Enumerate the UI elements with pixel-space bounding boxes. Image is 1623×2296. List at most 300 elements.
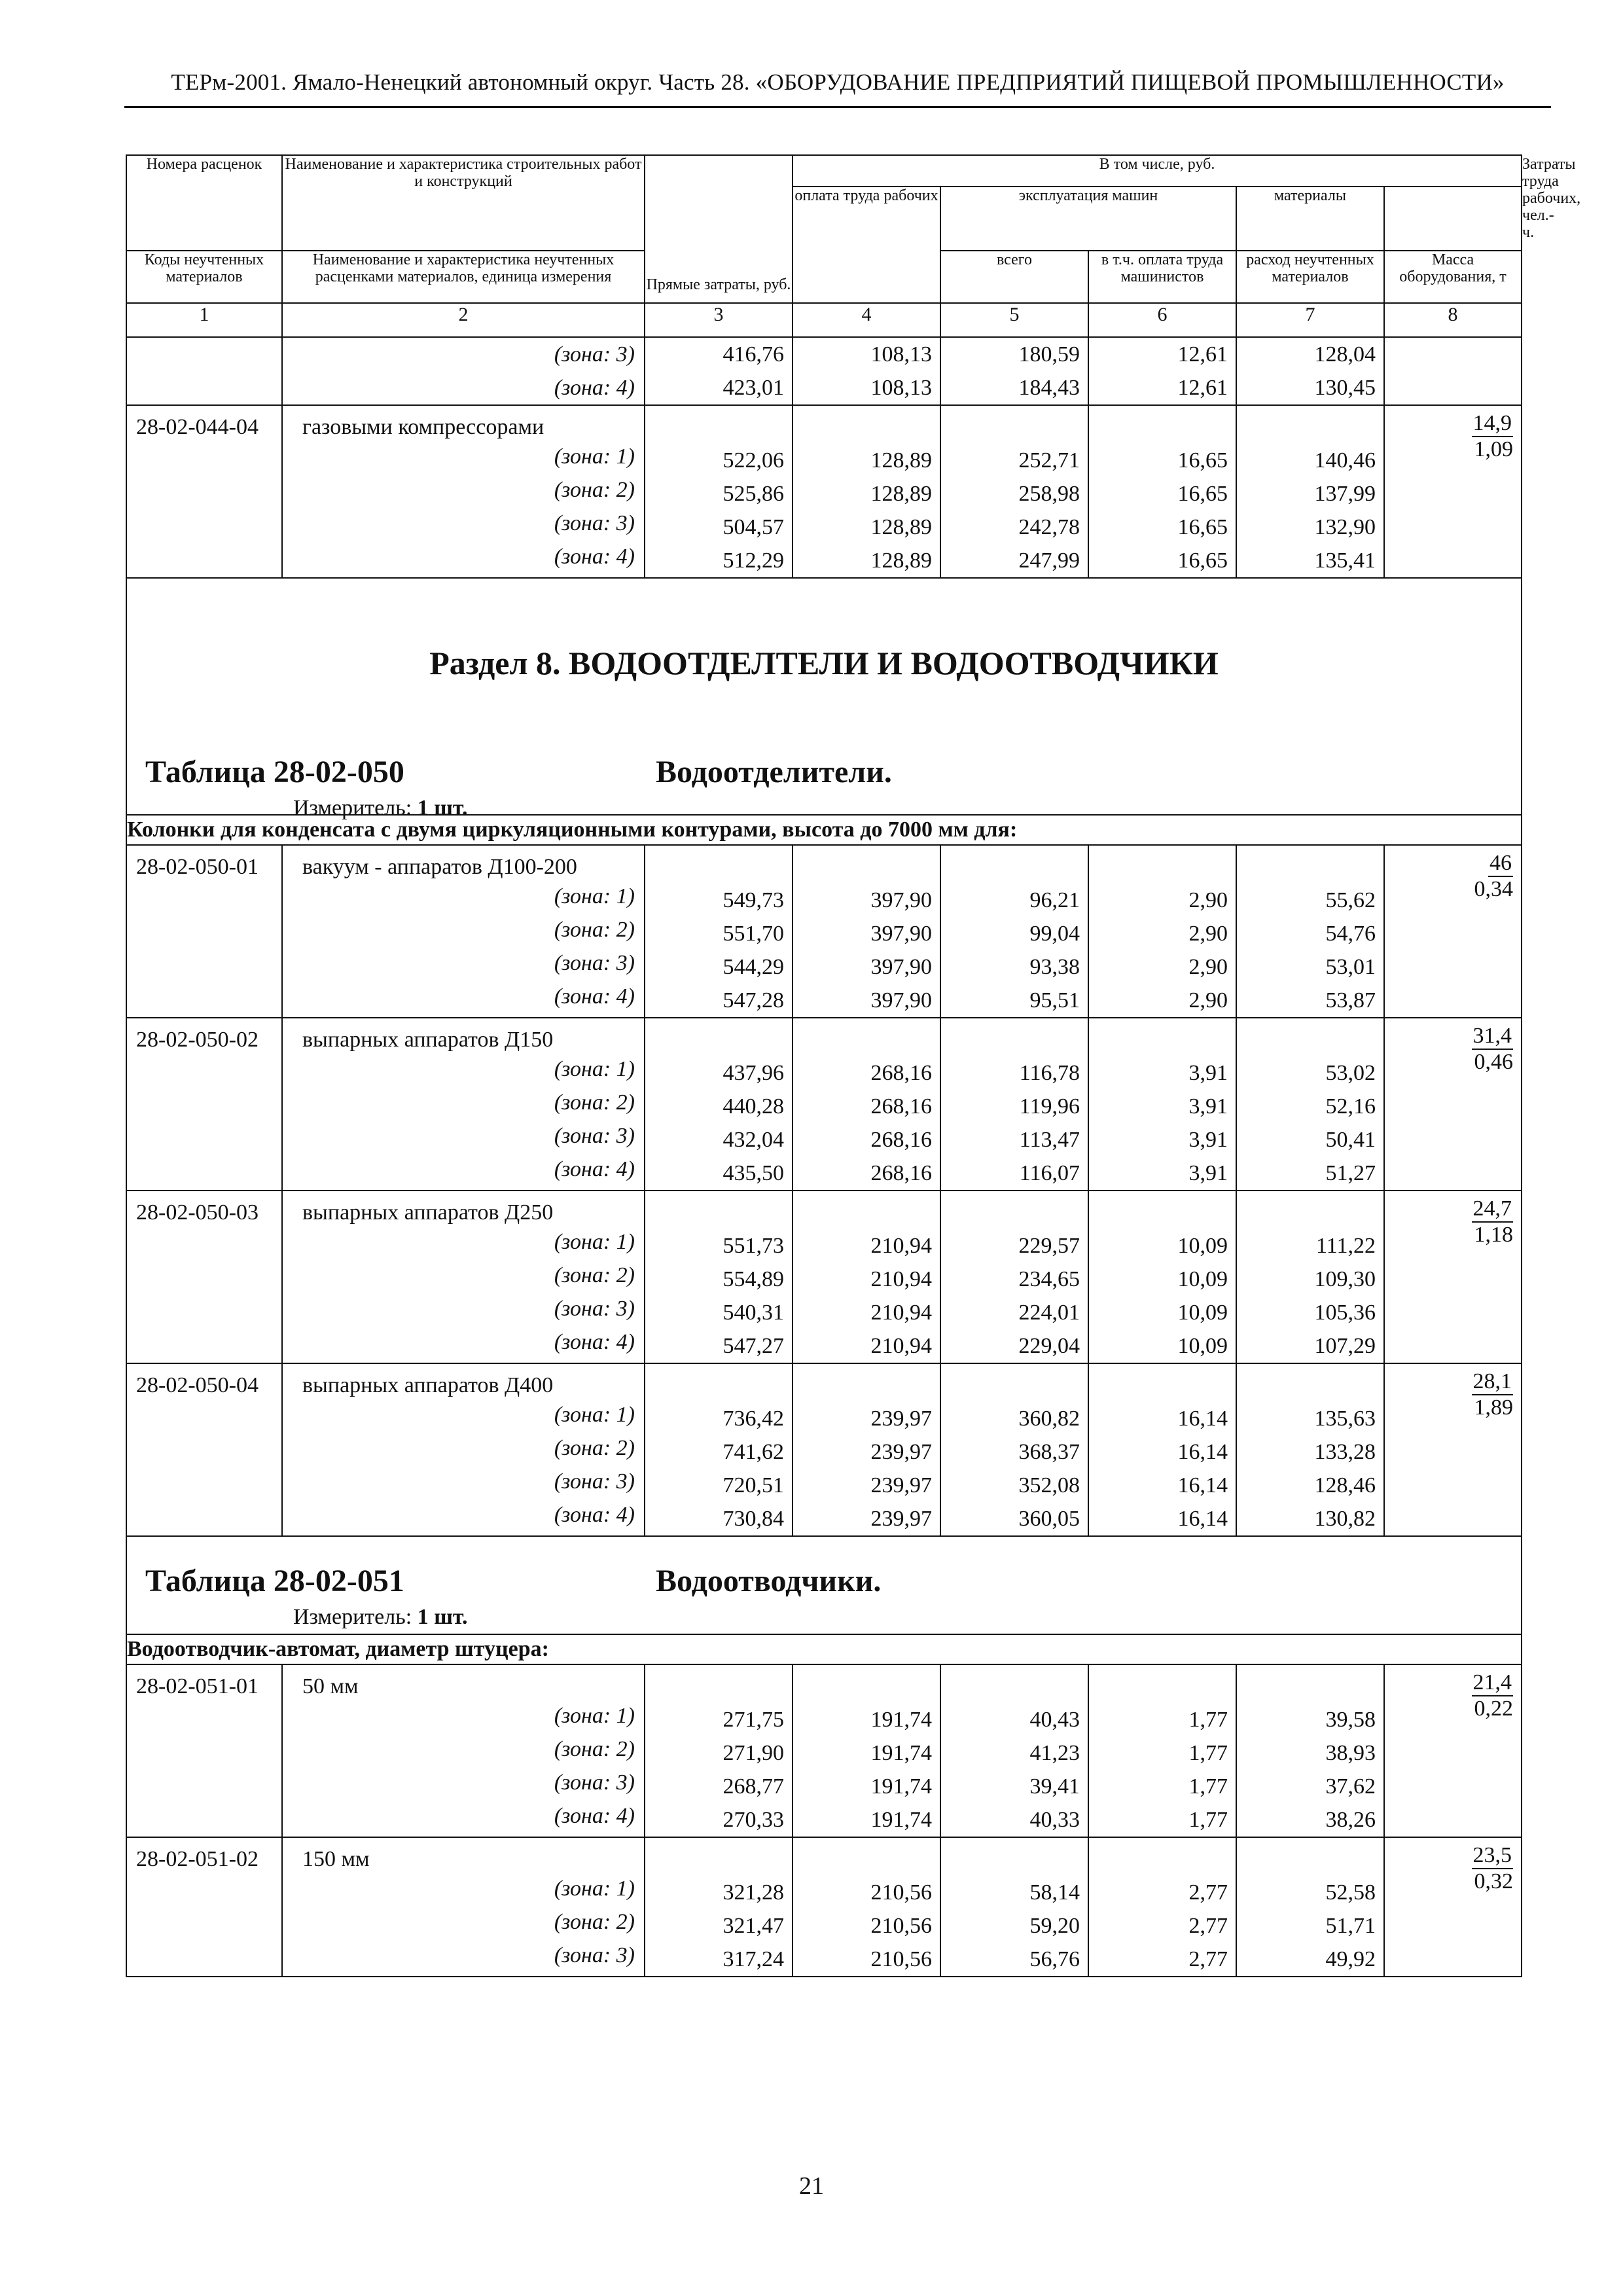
zone-value: 321,28 bbox=[722, 1880, 784, 1905]
zone-value: 2,90 bbox=[1188, 922, 1228, 946]
zone-value: 271,90 bbox=[722, 1741, 784, 1765]
zone-label: (зона: 1) bbox=[554, 1230, 635, 1254]
value-cell bbox=[1088, 1363, 1236, 1536]
value-spacer bbox=[645, 1018, 792, 1056]
zone-value: 16,14 bbox=[1177, 1407, 1228, 1431]
zone-value: 270,33 bbox=[722, 1808, 784, 1832]
mass-value: 0,46 bbox=[1474, 1050, 1514, 1074]
rate-code-cell bbox=[126, 1363, 282, 1536]
labor-mass-fraction bbox=[1385, 1191, 1521, 1247]
value-spacer bbox=[645, 846, 792, 884]
work-name: 50 мм bbox=[302, 1674, 359, 1698]
zone-value: 109,30 bbox=[1314, 1267, 1376, 1291]
labor-value: 21,4 bbox=[1472, 1670, 1514, 1696]
zone-value: 321,47 bbox=[722, 1914, 784, 1938]
labor-value: 46 bbox=[1488, 851, 1513, 877]
zone-value: 1,77 bbox=[1188, 1808, 1228, 1832]
zone-value: 39,58 bbox=[1325, 1708, 1376, 1732]
rate-item-row bbox=[126, 337, 1522, 405]
zone-value: 242,78 bbox=[1018, 515, 1080, 539]
labor-mass-cell bbox=[1384, 1018, 1522, 1191]
rate-item-row bbox=[126, 1018, 1522, 1191]
column-number: 1 bbox=[126, 303, 282, 337]
table-title: Таблица 28-02-050 bbox=[145, 755, 404, 789]
zone-value: 116,07 bbox=[1019, 1161, 1080, 1185]
zone-value: 10,09 bbox=[1177, 1234, 1228, 1258]
zone-value: 10,09 bbox=[1177, 1300, 1228, 1325]
rates-table-frame bbox=[126, 154, 1581, 1977]
labor-mass-cell bbox=[1384, 1363, 1522, 1536]
value-spacer bbox=[941, 1364, 1088, 1402]
zone-value: 135,41 bbox=[1314, 548, 1376, 573]
zone-label: (зона: 4) bbox=[554, 376, 635, 400]
value-spacer bbox=[1089, 1191, 1236, 1229]
labor-mass-fraction bbox=[1385, 406, 1521, 462]
labor-mass-fraction bbox=[1385, 1838, 1521, 1894]
zone-value: 730,84 bbox=[722, 1507, 784, 1531]
work-name-cell bbox=[282, 1363, 645, 1536]
full-width-row bbox=[126, 1634, 1522, 1664]
table-subheading: Колонки для конденсата с двумя циркуляционными контурами, высота до 7000 мм для: bbox=[126, 815, 1522, 845]
zone-value: 105,36 bbox=[1314, 1300, 1376, 1325]
zone-label: (зона: 4) bbox=[554, 984, 635, 1009]
zone-value: 128,46 bbox=[1314, 1473, 1376, 1498]
zone-value: 128,89 bbox=[870, 548, 932, 573]
zone-value: 38,26 bbox=[1325, 1808, 1376, 1832]
value-cell bbox=[793, 1191, 940, 1363]
value-spacer bbox=[1089, 1364, 1236, 1402]
col-header-worker-pay: оплата труда рабочих bbox=[793, 187, 940, 303]
value-cell bbox=[645, 405, 793, 578]
measure-label: Измеритель: bbox=[293, 1605, 412, 1629]
zone-value: 128,89 bbox=[870, 448, 932, 473]
value-cell bbox=[793, 1018, 940, 1191]
zone-value: 16,65 bbox=[1177, 482, 1228, 506]
value-spacer bbox=[793, 846, 940, 884]
value-spacer bbox=[1237, 846, 1383, 884]
zone-value: 239,97 bbox=[870, 1473, 932, 1498]
rate-item-row bbox=[126, 405, 1522, 578]
zone-label: (зона: 4) bbox=[554, 545, 635, 569]
zone-value: 1,77 bbox=[1188, 1708, 1228, 1732]
zone-value: 40,43 bbox=[1029, 1708, 1080, 1732]
work-name-cell bbox=[282, 845, 645, 1018]
zone-value: 184,43 bbox=[1018, 376, 1080, 400]
labor-value: 24,7 bbox=[1472, 1196, 1514, 1223]
value-cell bbox=[1088, 1837, 1236, 1977]
work-name-cell bbox=[282, 1837, 645, 1977]
zone-value: 3,91 bbox=[1188, 1128, 1228, 1152]
zone-value: 3,91 bbox=[1188, 1094, 1228, 1119]
table-title-cell bbox=[126, 1536, 1522, 1634]
zone-value: 96,21 bbox=[1029, 888, 1080, 912]
col-header-machines: эксплуатация машин bbox=[940, 187, 1236, 251]
zone-label: (зона: 1) bbox=[554, 884, 635, 908]
work-name: выпарных аппаратов Д250 bbox=[302, 1200, 554, 1225]
zone-value: 239,97 bbox=[870, 1507, 932, 1531]
zone-label: (зона: 3) bbox=[554, 511, 635, 535]
zone-value: 352,08 bbox=[1018, 1473, 1080, 1498]
zone-value: 41,23 bbox=[1029, 1741, 1080, 1765]
zone-value: 10,09 bbox=[1177, 1267, 1228, 1291]
zone-value: 224,01 bbox=[1018, 1300, 1080, 1325]
zone-value: 16,14 bbox=[1177, 1473, 1228, 1498]
zone-value: 191,74 bbox=[870, 1774, 932, 1799]
value-spacer bbox=[1089, 846, 1236, 884]
zone-value: 128,89 bbox=[870, 482, 932, 506]
zone-label: (зона: 3) bbox=[554, 1943, 635, 1967]
rate-code-cell bbox=[126, 1191, 282, 1363]
labor-mass-cell bbox=[1384, 1664, 1522, 1837]
value-cell bbox=[645, 845, 793, 1018]
column-number: 3 bbox=[645, 303, 793, 337]
zone-value: 229,57 bbox=[1018, 1234, 1080, 1258]
zone-value: 16,65 bbox=[1177, 548, 1228, 573]
full-width-row bbox=[126, 1536, 1522, 1634]
rate-code: 28-02-051-02 bbox=[136, 1847, 259, 1871]
col-header-machinist-pay: в т.ч. оплата труда машинистов bbox=[1088, 251, 1236, 303]
zone-value: 56,76 bbox=[1029, 1947, 1080, 1971]
value-spacer bbox=[1237, 1665, 1383, 1703]
value-cell bbox=[1088, 1018, 1236, 1191]
zone-value: 128,04 bbox=[1314, 342, 1376, 367]
zone-value: 111,22 bbox=[1316, 1234, 1376, 1258]
value-cell bbox=[1088, 1664, 1236, 1837]
zone-value: 268,16 bbox=[870, 1094, 932, 1119]
zone-value: 239,97 bbox=[870, 1440, 932, 1464]
zone-value: 108,13 bbox=[870, 342, 932, 367]
work-name: вакуум - аппаратов Д100-200 bbox=[302, 855, 577, 879]
zone-value: 16,65 bbox=[1177, 448, 1228, 473]
zone-value: 252,71 bbox=[1018, 448, 1080, 473]
zone-value: 741,62 bbox=[722, 1440, 784, 1464]
col-header-material-names: Наименование и характеристика неучтенных расценками материалов, единица измерения bbox=[282, 251, 645, 303]
zone-value: 53,01 bbox=[1325, 955, 1376, 979]
zone-value: 135,63 bbox=[1314, 1407, 1376, 1431]
zone-value: 268,16 bbox=[870, 1161, 932, 1185]
labor-value: 28,1 bbox=[1472, 1369, 1514, 1395]
mass-value: 0,22 bbox=[1474, 1696, 1514, 1721]
zone-label: (зона: 2) bbox=[554, 918, 635, 942]
zone-value: 51,27 bbox=[1325, 1161, 1376, 1185]
rate-code-cell bbox=[126, 405, 282, 578]
value-spacer bbox=[1089, 1018, 1236, 1056]
zone-label: (зона: 3) bbox=[554, 342, 635, 367]
zone-value: 58,14 bbox=[1029, 1880, 1080, 1905]
value-cell bbox=[645, 1363, 793, 1536]
zone-value: 12,61 bbox=[1177, 376, 1228, 400]
value-spacer bbox=[645, 1838, 792, 1876]
value-spacer bbox=[645, 1191, 792, 1229]
zone-value: 317,24 bbox=[722, 1947, 784, 1971]
zone-value: 210,56 bbox=[870, 1914, 932, 1938]
zone-label: (зона: 1) bbox=[554, 1403, 635, 1427]
work-name: выпарных аппаратов Д400 bbox=[302, 1373, 554, 1397]
value-spacer bbox=[1237, 406, 1383, 444]
zone-value: 360,82 bbox=[1018, 1407, 1080, 1431]
value-spacer bbox=[645, 1364, 792, 1402]
zone-value: 239,97 bbox=[870, 1407, 932, 1431]
zone-value: 1,77 bbox=[1188, 1741, 1228, 1765]
zone-value: 16,65 bbox=[1177, 515, 1228, 539]
rate-item-row bbox=[126, 1363, 1522, 1536]
measure-label: Измеритель: bbox=[293, 796, 412, 820]
header-rule bbox=[124, 106, 1551, 108]
zone-value: 268,16 bbox=[870, 1128, 932, 1152]
zone-value: 130,82 bbox=[1314, 1507, 1376, 1531]
column-number: 4 bbox=[793, 303, 940, 337]
value-cell bbox=[793, 1664, 940, 1837]
zone-value: 551,73 bbox=[722, 1234, 784, 1258]
zone-label: (зона: 4) bbox=[554, 1157, 635, 1181]
zone-value: 95,51 bbox=[1029, 988, 1080, 1013]
value-spacer bbox=[1237, 1364, 1383, 1402]
zone-value: 16,14 bbox=[1177, 1507, 1228, 1531]
zone-label: (зона: 2) bbox=[554, 1910, 635, 1934]
zone-label: (зона: 4) bbox=[554, 1503, 635, 1527]
zone-value: 1,77 bbox=[1188, 1774, 1228, 1799]
value-cell bbox=[1088, 1191, 1236, 1363]
measure-value: 1 шт. bbox=[417, 1605, 468, 1629]
zone-value: 258,98 bbox=[1018, 482, 1080, 506]
rates-table: Номера расценок Наименование и характеристика строительных работ и конструкций Прямые затраты, руб. В том числе, руб. Затраты труда рабочих, чел.-ч. оплата труда рабочих эксплуатация машин материалы Коды неучтенных материалов Наименование и характеристика неучтенных расценками материалов, единица измерения всего в т.ч. оплата труда машинистов расход неучтенных материалов Масса оборудования, т 1 2 3 4 5 6 7 8 (зона: 3) (зона: 4) 416,76 423,01 108,13 108,13 180,59 184,43 12,61 12,61 128,04 130,45 28-02-044-04 газовыми компрессорами (зона: 1) (зона: 2) (зона: 3) (зона: 4) 522,06 525,86 504,57 512,29 128,89 128,89 128,89 128,89 252,71 258,98 242,78 247,99 16,65 16,65 16,65 16,65 140,46 137,99 132,90 135,41 14,9 1,09 Раздел 8. ВОДООТДЕЛТЕЛИ И ВОДООТВОДЧИКИ Таблица 28-02-050 Водоотделители. Измеритель: 1 шт. Колонки для конденсата с двумя циркуляционными контурами, высота до 7000 мм для: 28-02-050-01 вакуум - аппаратов Д100-200 (зона: 1) (зона: 2) (зона: 3) (зона: 4) 549,73 551,70 544,29 547,28 397,90 397,90 397,90 397,90 96,21 99,04 93,38 95,51 2,90 2,90 2,90 2,90 55,62 54,76 53,01 53,87 46 0,34 28-02-050-02 выпарных аппаратов Д150 (зона: 1) (зона: 2) (зона: 3) (зона: 4) 437,96 440,28 432,04 435,50 268,16 268,16 268,16 268,16 116,78 119,96 113,47 116,07 3,91 3,91 3,91 3,91 53,02 52,16 50,41 51,27 31,4 0,46 28-02-050-03 выпарных аппаратов Д250 (зона: 1) (зона: 2) (зона: 3) (зона: 4) 551,73 554,89 540,31 547,27 210,94 210,94 210,94 210,94 229,57 234,65 224,01 229,04 10,09 10,09 10,09 10,09 111,22 109,30 105,36 107,29 24,7 1,18 28-02-050-04 выпарных аппаратов Д400 (зона: 1) (зона: 2) (зона: 3) (зона: 4) 736,42 741,62 720,51 730,84 239,97 239,97 239,97 239,97 360,82 368,37 352,08 360,05 16,14 16,14 16,14 16,14 135,63 133,28 128,46 130,82 28,1 1,89 Таблица 28-02-051 Водоотводчики. Измеритель: 1 шт. Водоотводчик-автомат, диаметр штуцера: 28-02-051-01 50 мм (зона: 1) (зона: 2) (зона: 3) (зона: 4) 271,75 271,90 268,77 270,33 191,74 191,74 191,74 191,74 40,43 41,23 39,41 40,33 1,77 1,77 1,77 1,77 39,58 38,93 37,62 38,26 21,4 0,22 28-02-051-02 150 мм (зона: 1) (зона: 2) (зона: 3) 321,28 321,47 317,24 210,56 210,56 210,56 58,14 59,20 56,76 2,77 2,77 2,77 52,58 51,71 49,92 23,5 0,32 bbox=[126, 154, 1522, 1977]
zone-value: 38,93 bbox=[1325, 1741, 1376, 1765]
zone-value: 271,75 bbox=[722, 1708, 784, 1732]
column-numbers-row bbox=[126, 303, 1522, 337]
value-spacer bbox=[1237, 1018, 1383, 1056]
table-name: Водоотводчики. bbox=[656, 1564, 882, 1598]
measure-line bbox=[293, 1605, 468, 1630]
rate-item-row bbox=[126, 845, 1522, 1018]
value-cell bbox=[940, 1191, 1088, 1363]
value-spacer bbox=[941, 1018, 1088, 1056]
value-cell bbox=[1088, 405, 1236, 578]
value-spacer bbox=[941, 1191, 1088, 1229]
zone-value: 52,16 bbox=[1325, 1094, 1376, 1119]
value-spacer bbox=[793, 406, 940, 444]
zone-value: 210,94 bbox=[870, 1300, 932, 1325]
column-number: 7 bbox=[1236, 303, 1384, 337]
value-spacer bbox=[941, 1665, 1088, 1703]
zone-value: 180,59 bbox=[1018, 342, 1080, 367]
col-header-machines-total: всего bbox=[940, 251, 1088, 303]
value-cell bbox=[1088, 845, 1236, 1018]
col-header-direct-costs: Прямые затраты, руб. bbox=[645, 155, 793, 303]
zone-value: 12,61 bbox=[1177, 342, 1228, 367]
zone-value: 432,04 bbox=[722, 1128, 784, 1152]
labor-mass-cell bbox=[1384, 1191, 1522, 1363]
zone-value: 137,99 bbox=[1314, 482, 1376, 506]
zone-value: 2,90 bbox=[1188, 955, 1228, 979]
zone-value: 2,77 bbox=[1188, 1914, 1228, 1938]
zone-value: 440,28 bbox=[722, 1094, 784, 1119]
value-cell bbox=[645, 1664, 793, 1837]
zone-label: (зона: 3) bbox=[554, 1124, 635, 1148]
value-cell bbox=[1236, 1664, 1384, 1837]
zone-value: 55,62 bbox=[1325, 888, 1376, 912]
zone-value: 522,06 bbox=[722, 448, 784, 473]
value-cell bbox=[645, 337, 793, 405]
zone-value: 108,13 bbox=[870, 376, 932, 400]
zone-value: 132,90 bbox=[1314, 515, 1376, 539]
table-body bbox=[126, 337, 1522, 1977]
value-cell bbox=[645, 1191, 793, 1363]
value-spacer bbox=[645, 1665, 792, 1703]
value-cell bbox=[940, 1018, 1088, 1191]
rate-code-cell bbox=[126, 337, 282, 405]
mass-value: 1,09 bbox=[1474, 437, 1514, 461]
value-spacer bbox=[1089, 1838, 1236, 1876]
rate-code: 28-02-051-01 bbox=[136, 1674, 259, 1698]
running-header: ТЕРм-2001. Ямало-Ненецкий автономный округ. Часть 28. «ОБОРУДОВАНИЕ ПРЕДПРИЯТИЙ ПИЩЕВОЙ ПРОМЫШЛЕННОСТИ» bbox=[171, 69, 1505, 95]
rate-code: 28-02-050-03 bbox=[136, 1200, 259, 1225]
value-spacer bbox=[793, 1018, 940, 1056]
rate-code-cell bbox=[126, 1837, 282, 1977]
zone-value: 10,09 bbox=[1177, 1334, 1228, 1358]
zone-value: 2,90 bbox=[1188, 988, 1228, 1013]
value-cell bbox=[940, 845, 1088, 1018]
labor-mass-cell bbox=[1384, 337, 1522, 405]
value-cell bbox=[645, 1018, 793, 1191]
zone-label: (зона: 1) bbox=[554, 1704, 635, 1728]
zone-value: 720,51 bbox=[722, 1473, 784, 1498]
value-cell bbox=[1236, 845, 1384, 1018]
zone-value: 107,29 bbox=[1314, 1334, 1376, 1358]
value-spacer bbox=[1237, 1838, 1383, 1876]
zone-value: 540,31 bbox=[722, 1300, 784, 1325]
work-name-cell bbox=[282, 1018, 645, 1191]
zone-value: 53,02 bbox=[1325, 1061, 1376, 1085]
zone-value: 39,41 bbox=[1029, 1774, 1080, 1799]
zone-value: 554,89 bbox=[722, 1267, 784, 1291]
work-name-cell bbox=[282, 337, 645, 405]
value-spacer bbox=[941, 406, 1088, 444]
zone-value: 50,41 bbox=[1325, 1128, 1376, 1152]
value-spacer bbox=[793, 1838, 940, 1876]
zone-label: (зона: 2) bbox=[554, 1436, 635, 1460]
value-cell bbox=[1236, 405, 1384, 578]
zone-value: 52,58 bbox=[1325, 1880, 1376, 1905]
zone-value: 368,37 bbox=[1018, 1440, 1080, 1464]
mass-value: 1,18 bbox=[1474, 1223, 1514, 1247]
value-spacer bbox=[941, 1838, 1088, 1876]
zone-value: 210,56 bbox=[870, 1880, 932, 1905]
zone-value: 93,38 bbox=[1029, 955, 1080, 979]
work-name: 150 мм bbox=[302, 1847, 370, 1871]
col-header-rate-number: Номера расценок bbox=[126, 155, 282, 251]
labor-mass-fraction bbox=[1385, 1018, 1521, 1075]
zone-value: 49,92 bbox=[1325, 1947, 1376, 1971]
zone-value: 736,42 bbox=[722, 1407, 784, 1431]
rate-code-cell bbox=[126, 845, 282, 1018]
zone-label: (зона: 3) bbox=[554, 951, 635, 975]
zone-label: (зона: 3) bbox=[554, 1770, 635, 1795]
labor-value: 31,4 bbox=[1472, 1024, 1514, 1050]
work-name-cell bbox=[282, 1664, 645, 1837]
mass-value: 1,89 bbox=[1474, 1395, 1514, 1420]
zone-value: 2,77 bbox=[1188, 1880, 1228, 1905]
value-cell bbox=[793, 845, 940, 1018]
zone-value: 2,90 bbox=[1188, 888, 1228, 912]
zone-value: 51,71 bbox=[1325, 1914, 1376, 1938]
zone-label: (зона: 2) bbox=[554, 1090, 635, 1115]
value-spacer bbox=[1089, 1665, 1236, 1703]
labor-mass-cell bbox=[1384, 405, 1522, 578]
full-width-row bbox=[126, 578, 1522, 815]
value-spacer bbox=[793, 1364, 940, 1402]
value-cell bbox=[1088, 337, 1236, 405]
table-subheading: Водоотводчик-автомат, диаметр штуцера: bbox=[126, 1634, 1522, 1664]
value-cell bbox=[940, 405, 1088, 578]
column-number: 6 bbox=[1088, 303, 1236, 337]
zone-label: (зона: 2) bbox=[554, 478, 635, 502]
zone-label: (зона: 2) bbox=[554, 1263, 635, 1287]
column-number: 8 bbox=[1384, 303, 1522, 337]
zone-value: 53,87 bbox=[1325, 988, 1376, 1013]
col-header-material-consumption: расход неучтенных материалов bbox=[1236, 251, 1384, 303]
zone-value: 3,91 bbox=[1188, 1161, 1228, 1185]
value-cell bbox=[940, 1664, 1088, 1837]
zone-value: 397,90 bbox=[870, 922, 932, 946]
labor-value: 23,5 bbox=[1472, 1843, 1514, 1869]
value-spacer bbox=[1237, 1191, 1383, 1229]
zone-value: 37,62 bbox=[1325, 1774, 1376, 1799]
measure-line bbox=[293, 796, 468, 821]
zone-label: (зона: 3) bbox=[554, 1297, 635, 1321]
labor-mass-fraction bbox=[1385, 846, 1521, 902]
value-spacer bbox=[645, 406, 792, 444]
zone-value: 416,76 bbox=[722, 342, 784, 367]
value-cell bbox=[1236, 1191, 1384, 1363]
mass-value: 0,34 bbox=[1474, 877, 1514, 901]
labor-mass-fraction bbox=[1385, 1364, 1521, 1420]
zone-value: 128,89 bbox=[870, 515, 932, 539]
rate-code: 28-02-050-02 bbox=[136, 1028, 259, 1052]
labor-mass-cell bbox=[1384, 845, 1522, 1018]
rate-code-cell bbox=[126, 1018, 282, 1191]
rate-item-row bbox=[126, 1664, 1522, 1837]
zone-value: 54,76 bbox=[1325, 922, 1376, 946]
column-number: 5 bbox=[940, 303, 1088, 337]
zone-value: 229,04 bbox=[1018, 1334, 1080, 1358]
rate-code: 28-02-050-01 bbox=[136, 855, 259, 879]
col-header-materials: материалы bbox=[1236, 187, 1384, 251]
col-header-work-name: Наименование и характеристика строительных работ и конструкций bbox=[282, 155, 645, 251]
zone-value: 99,04 bbox=[1029, 922, 1080, 946]
zone-value: 191,74 bbox=[870, 1741, 932, 1765]
zone-value: 16,14 bbox=[1177, 1440, 1228, 1464]
work-name-cell bbox=[282, 1191, 645, 1363]
rate-item-row bbox=[126, 1191, 1522, 1363]
value-cell bbox=[645, 1837, 793, 1977]
value-spacer bbox=[1089, 406, 1236, 444]
section-cell bbox=[126, 578, 1522, 820]
value-cell bbox=[940, 1363, 1088, 1536]
zone-value: 525,86 bbox=[722, 482, 784, 506]
zone-value: 191,74 bbox=[870, 1808, 932, 1832]
zone-value: 210,94 bbox=[870, 1267, 932, 1291]
zone-value: 512,29 bbox=[722, 548, 784, 573]
rate-item-row bbox=[126, 1837, 1522, 1977]
value-spacer bbox=[941, 846, 1088, 884]
value-spacer bbox=[793, 1191, 940, 1229]
col-header-material-codes: Коды неучтенных материалов bbox=[126, 251, 282, 303]
zone-value: 268,77 bbox=[722, 1774, 784, 1799]
zone-value: 2,77 bbox=[1188, 1947, 1228, 1971]
zone-value: 360,05 bbox=[1018, 1507, 1080, 1531]
zone-value: 397,90 bbox=[870, 988, 932, 1013]
zone-label: (зона: 1) bbox=[554, 1057, 635, 1081]
